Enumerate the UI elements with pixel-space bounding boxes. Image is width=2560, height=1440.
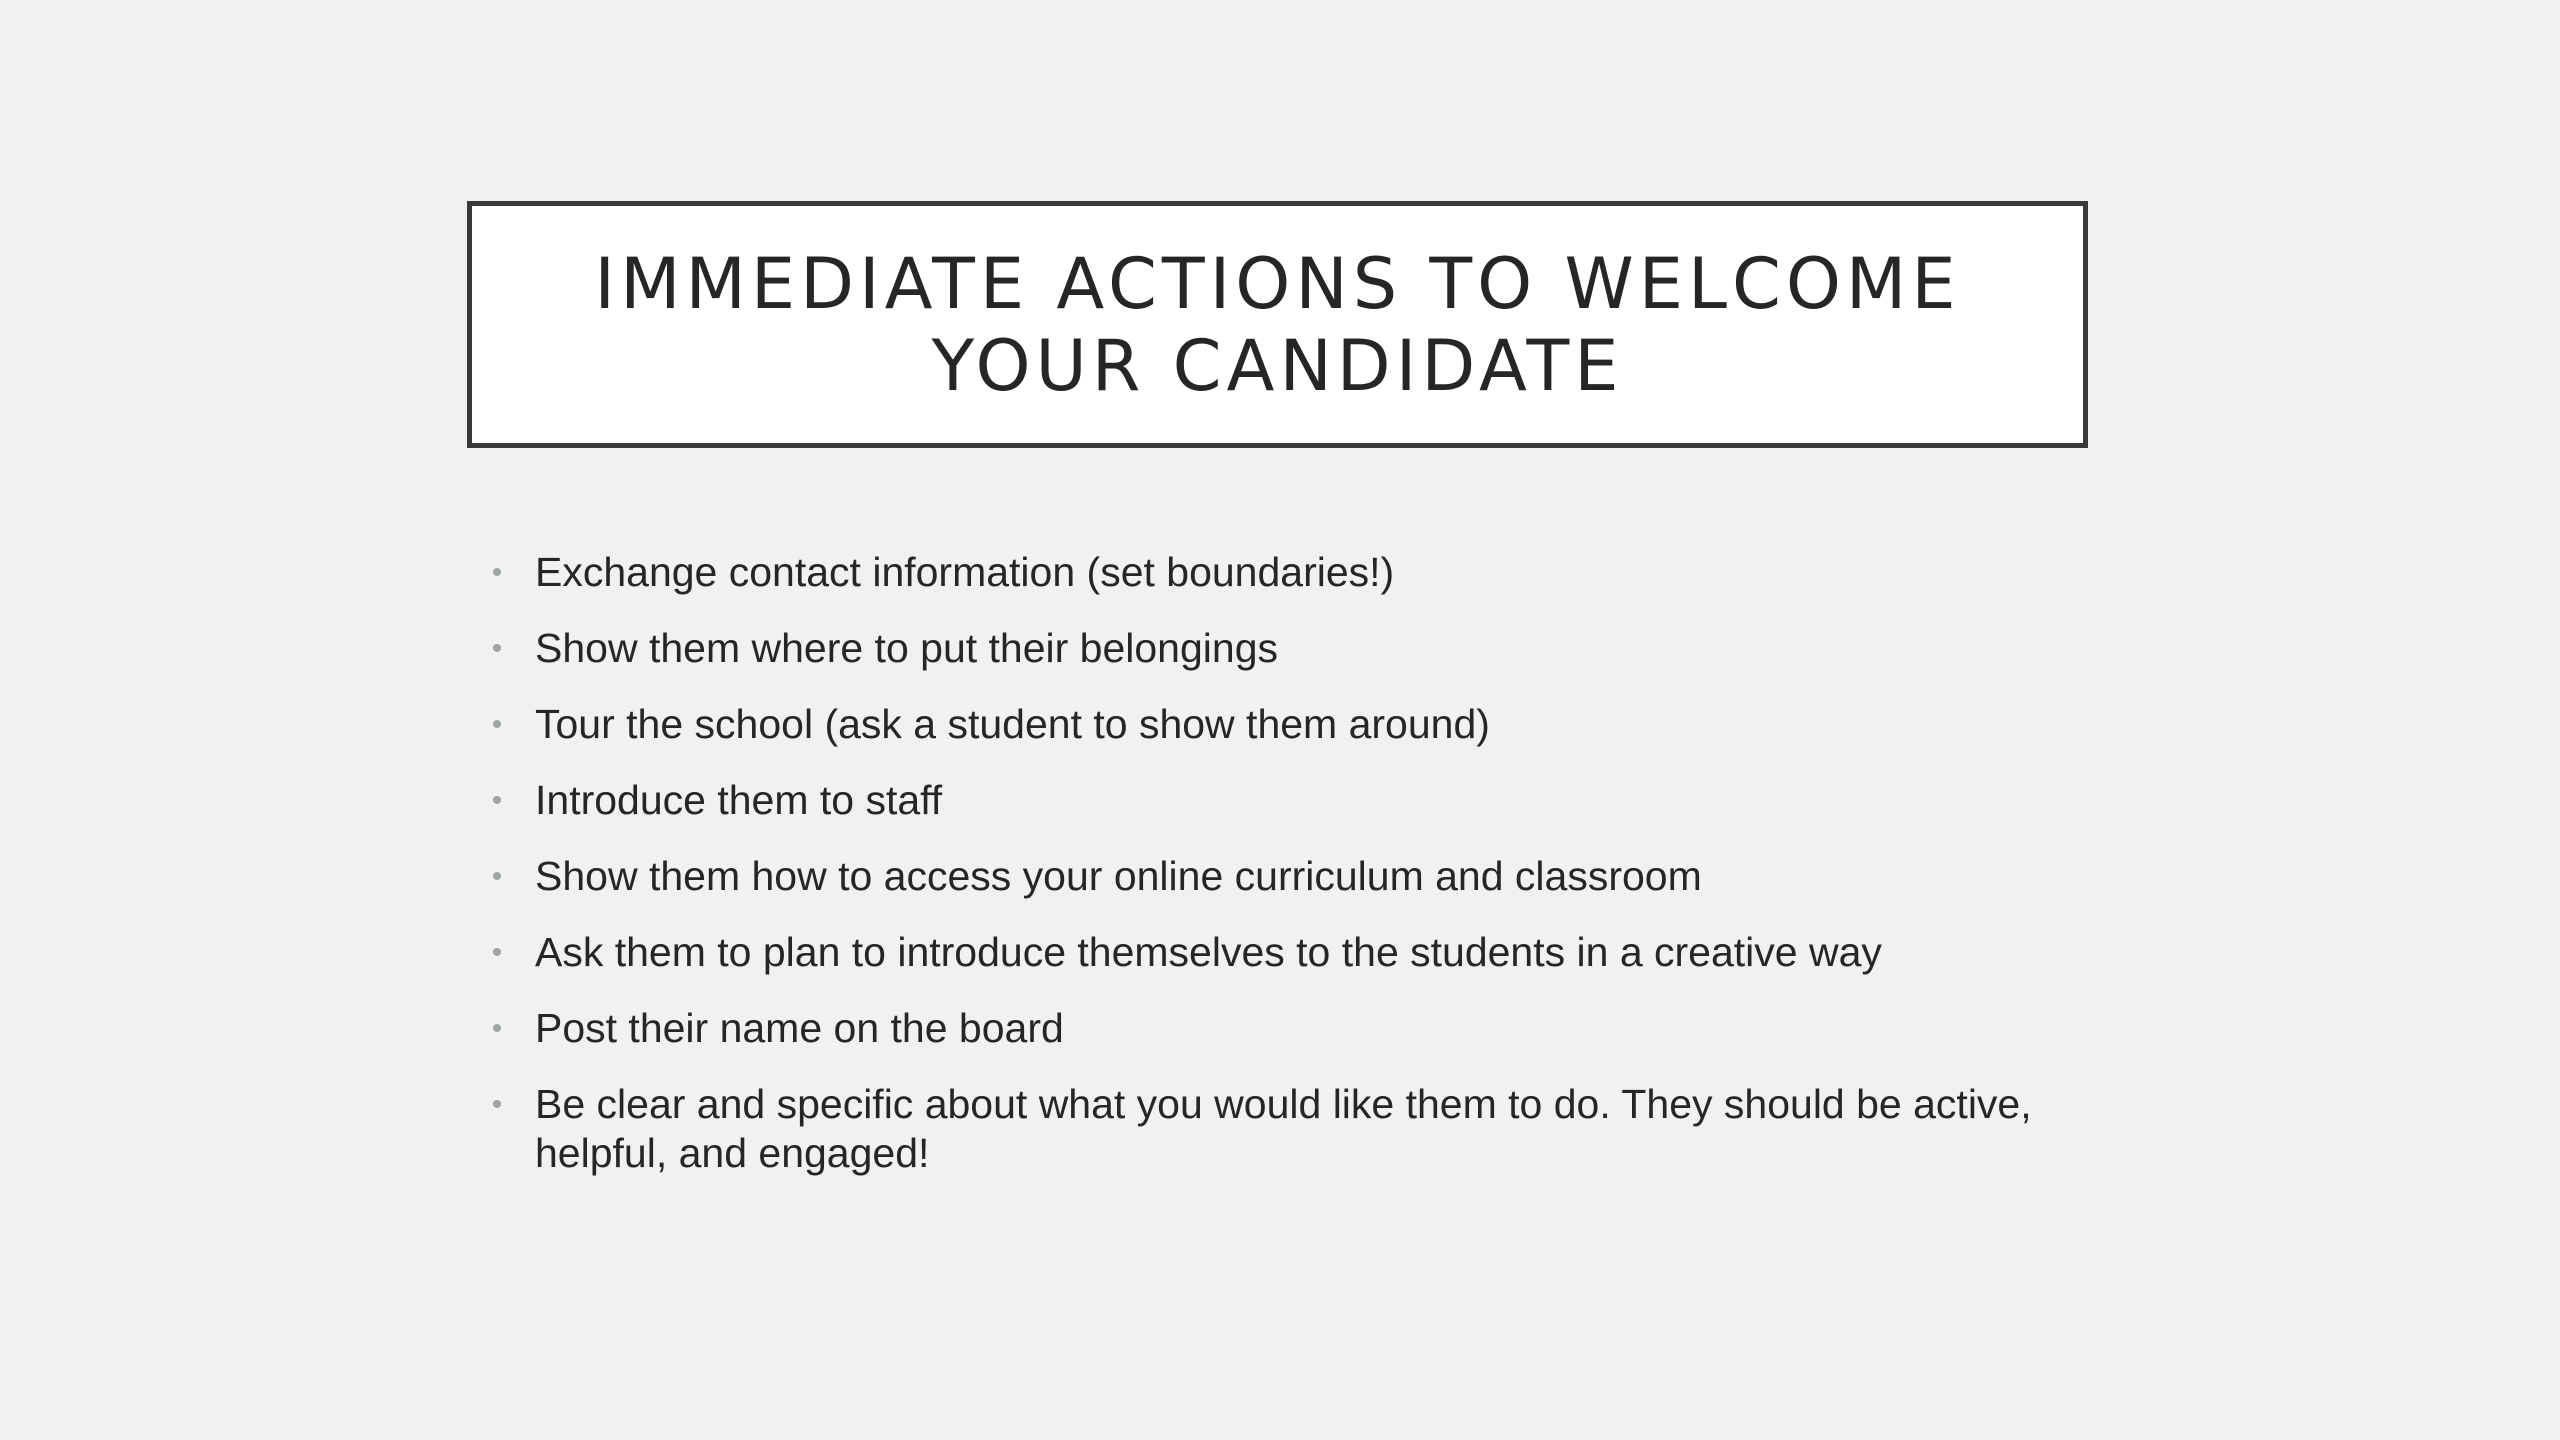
bullet-text: Exchange contact information (set boundaries!) (535, 549, 1395, 595)
bullet-text: Post their name on the board (535, 1005, 1064, 1051)
bullet-item (487, 928, 2087, 977)
title-line-2: YOUR CANDIDATE (931, 324, 1624, 407)
bullet-text: Tour the school (ask a student to show them around) (535, 701, 1490, 747)
bullet-text: Show them how to access your online curriculum and classroom (535, 853, 1702, 899)
title-box (467, 201, 2088, 448)
bullet-text: Show them where to put their belongings (535, 625, 1279, 671)
bullet-item (487, 700, 2087, 749)
bullet-item (487, 548, 2087, 597)
bullet-item (487, 624, 2087, 673)
title-line-1: IMMEDIATE ACTIONS TO WELCOME (594, 242, 1961, 325)
bullet-text: Ask them to plan to introduce themselves to the students in a creative way (535, 929, 1882, 975)
bullet-item (487, 776, 2087, 825)
bullet-icon: • (491, 860, 503, 893)
bullet-icon: • (491, 632, 503, 665)
bullet-icon: • (491, 784, 503, 817)
bullet-item (487, 852, 2087, 901)
bullet-icon: • (491, 936, 503, 969)
bullet-text: Be clear and specific about what you would like them to do. They should be active, helpful, and engaged! (535, 1081, 2032, 1176)
bullet-icon: • (491, 1088, 503, 1121)
bullet-icon: • (491, 556, 503, 589)
bullet-icon: • (491, 1012, 503, 1045)
bullet-icon: • (491, 708, 503, 741)
bullet-item (487, 1004, 2087, 1053)
bullet-item (487, 1080, 2087, 1178)
bullet-list (487, 548, 2087, 1205)
bullet-text: Introduce them to staff (535, 777, 943, 823)
